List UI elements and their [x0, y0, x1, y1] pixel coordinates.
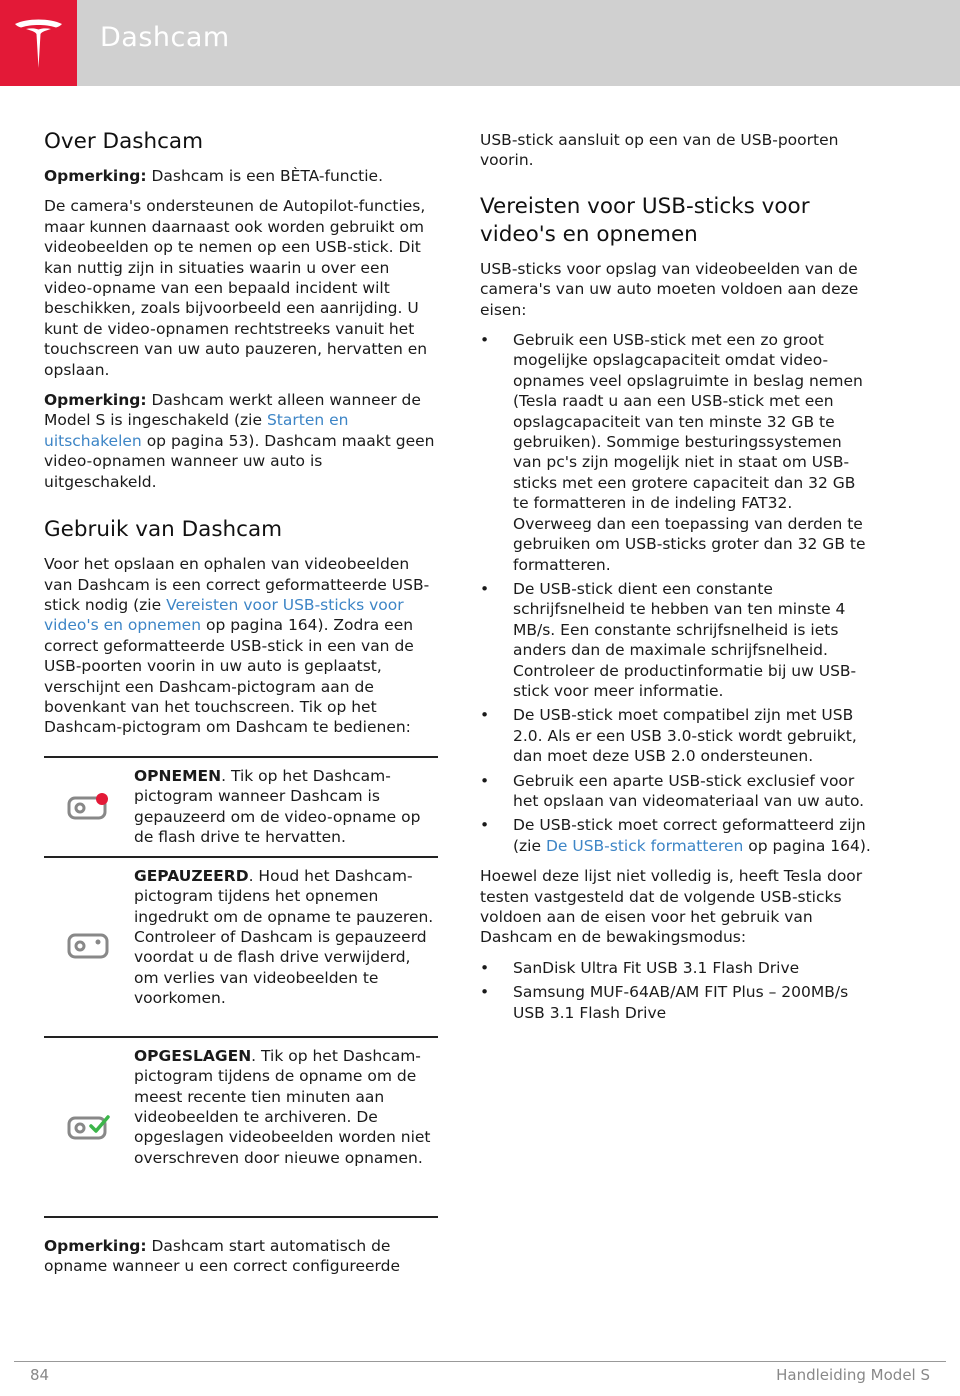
tesla-t-icon: [13, 18, 64, 70]
list-item: • SanDisk Ultra Fit USB 3.1 Flash Drive: [480, 958, 874, 978]
text-segment: op pagina 164). Zodra een correct geformatteerde USB-stick in een van de USB-poorten voorin in uw auto is geplaatst, verschijnt een Dashcam-pictogram aan de bovenkant van het touchscreen. Tik op het Dashcam-pictogram om Dashcam te bedienen:: [44, 616, 414, 737]
right-column: [480, 130, 874, 1033]
left-column: [44, 128, 438, 1287]
icon-text: . Tik op het Dashcam-pictogram wanneer Dashcam is gepauzeerd om de video-opname op de flash drive te hervatten.: [134, 766, 421, 846]
icon-description: [134, 766, 434, 846]
list-item: [480, 815, 874, 856]
paragraph-continued: USB-stick aansluit op een van de USB-poorten voorin.: [480, 131, 839, 170]
paragraph-gebruik: [44, 554, 438, 738]
list-item: • De USB-stick moet compatibel zijn met USB 2.0. Als er een USB 3.0-stick wordt gebruikt, dan moet deze USB 2.0 ondersteunen.: [480, 705, 874, 766]
note-autostart: [44, 1236, 438, 1277]
footer-title: Handleiding Model S: [776, 1366, 930, 1384]
list-item: • De USB-stick dient een constante schrijfsnelheid te hebben van ten minste 4 MB/s. Een constante schrijfsnelheid is iets anders dan de maximale schrijfsnelheid. Controleer de productinformatie bij uw USB-stick voor meer informatie.: [480, 579, 874, 701]
note-beta: [44, 166, 438, 186]
list-item: • Samsung MUF-64AB/AM FIT Plus – 200MB/s USB 3.1 Flash Drive: [480, 982, 874, 1023]
note-label: Opmerking:: [44, 167, 147, 185]
icon-description: [134, 1046, 434, 1206]
paragraph-intro: De camera's ondersteunen de Autopilot-functies, maar kunnen daarnaast ook worden gebruikt om videobeelden op te nemen op een USB-stick. Dit kan nuttig zijn in situaties waarin u over een video-opname van een bepaald incident wilt beschikken, zoals bijvoorbeeld een aanrijding. U kunt de video-opnamen rechtstreeks vanuit het touchscreen van uw auto pauzeren, hervatten en opslaan.: [44, 197, 428, 379]
icon-label: GEPAUZEERD: [134, 866, 249, 885]
note-text: Dashcam werkt alleen wanneer de Model S is ingeschakeld (zie: [44, 391, 421, 430]
dashcam-paused-icon: [67, 931, 111, 961]
heading-gebruik: Gebruik van Dashcam: [44, 517, 283, 543]
link-starten[interactable]: Starten en uitschakelen: [44, 411, 349, 450]
icon-row-opnemen: [44, 758, 438, 858]
dashcam-saved-icon: [67, 1111, 111, 1141]
text-segment: De USB-stick moet correct geformatteerd zijn (zie: [513, 816, 866, 855]
tesla-logo: [0, 0, 77, 86]
text-segment: Voor het opslaan en ophalen van videobeelden van Dashcam is een correct geformatteerde USB-stick nodig (zie: [44, 555, 430, 614]
icon-text: . Houd het Dashcam-pictogram tijdens het opnemen ingedrukt om de opname te pauzeren. Controleer of Dashcam is gepauzeerd voordat u de flash drive verwijderd, om verlies van videobeelden te voorkomen.: [134, 866, 434, 1008]
icon-row-gepauzeerd: [44, 858, 438, 1038]
icon-row-opgeslagen: [44, 1038, 438, 1218]
page-number: 84: [30, 1366, 50, 1384]
footer-divider: [14, 1361, 946, 1362]
page-header: [0, 0, 960, 86]
icon-table: [44, 756, 438, 1218]
list-item: • Gebruik een aparte USB-stick exclusief voor het opslaan van videomateriaal van uw auto.: [480, 771, 874, 812]
note-text: Dashcam is een BÈTA-functie.: [146, 167, 383, 185]
note-label: Opmerking:: [44, 1236, 147, 1255]
requirements-list: [480, 330, 874, 856]
icon-cell: [44, 766, 134, 846]
paragraph-requirements-intro: USB-sticks voor opslag van videobeelden van de camera's van uw auto moeten voldoen aan deze eisen:: [480, 259, 859, 319]
icon-description: [134, 866, 434, 1026]
text-segment: op pagina 164).: [743, 836, 871, 855]
heading-over-dashcam: Over Dashcam: [44, 129, 204, 154]
note-label: Opmerking:: [44, 391, 147, 410]
page-title: Dashcam: [100, 22, 230, 53]
icon-label: OPGESLAGEN: [134, 1046, 252, 1065]
link-formatteren[interactable]: De USB-stick formatteren: [545, 836, 744, 855]
tested-list: [480, 958, 874, 1023]
paragraph-tested: Hoewel deze lijst niet volledig is, heeft Tesla door testen vastgesteld dat de volgende USB-sticks voldoen aan de eisen voor het gebruik van Dashcam en de bewakingsmodus:: [480, 867, 863, 947]
list-item: • Gebruik een USB-stick met een zo groot mogelijke opslagcapaciteit omdat video-opnames veel opslagruimte in beslag nemen (Tesla raadt u aan een USB-stick met een opslagcapaciteit van ten minste 32 GB te gebruiken). Sommige besturingssystemen van pc's zijn mogelijk niet in staat om USB-sticks met een grotere capaciteit dan 32 GB te formatteren in de indeling FAT32. Overweeg dan een toepassing van derden te gebruiken om USB-sticks groter dan 32 GB te formatteren.: [480, 330, 874, 575]
dashcam-record-icon: [67, 791, 111, 821]
icon-cell: [44, 866, 134, 1026]
note-text: Dashcam start automatisch de opname wanneer u een correct configureerde: [44, 1236, 401, 1276]
icon-text: . Tik op het Dashcam-pictogram tijdens de opname om de meest recente tien minuten aan videobeelden te archiveren. De opgeslagen videobeelden worden niet overschreven door nieuwe opnamen.: [134, 1046, 431, 1167]
note-model-on: [44, 390, 438, 492]
heading-vereisten: Vereisten voor USB-sticks voor video's en opnemen: [480, 193, 810, 247]
icon-cell: [44, 1046, 134, 1206]
icon-label: OPNEMEN: [134, 766, 222, 785]
link-vereisten[interactable]: Vereisten voor USB-sticks voor video's en opnemen: [44, 595, 404, 635]
note-text: op pagina 53). Dashcam maakt geen video-opnamen wanneer uw auto is uitgeschakeld.: [44, 431, 435, 491]
